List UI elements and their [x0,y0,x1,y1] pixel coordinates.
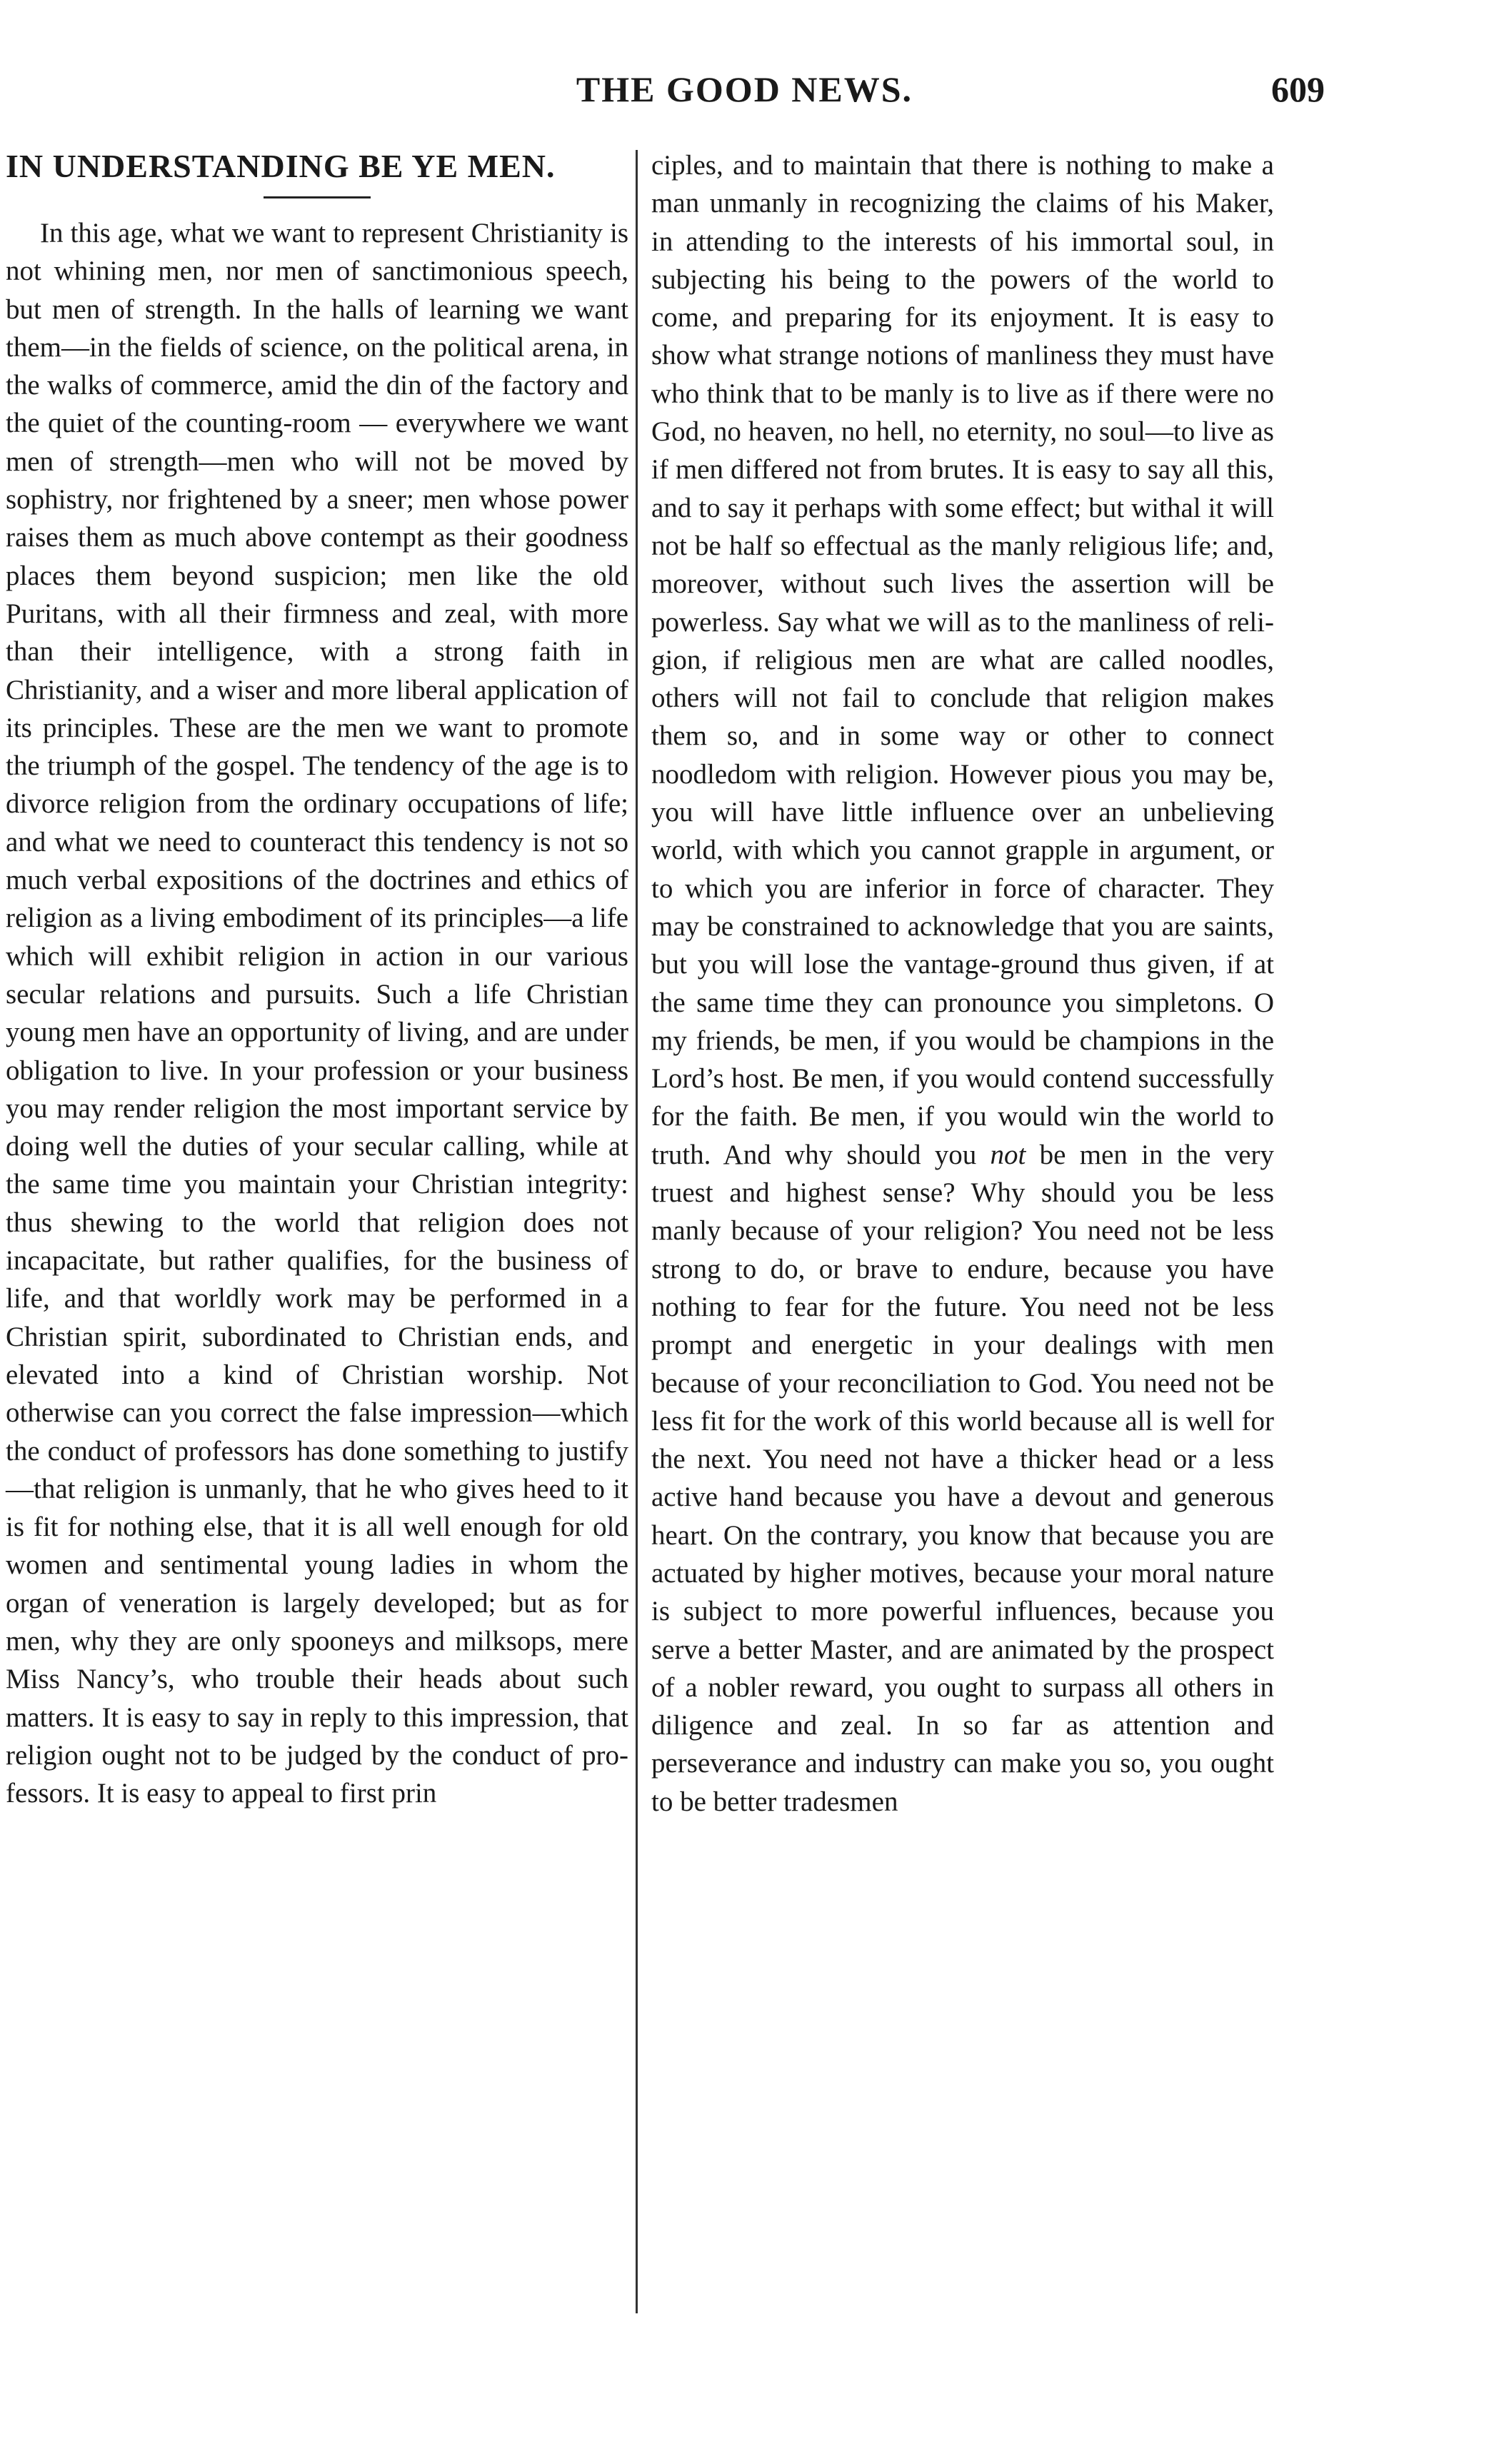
running-title: THE GOOD NEWS. [576,69,913,109]
paragraph-text-part: be men in the very truest and highest sense? Why should you be less manly because of your religion? You need not be less strong to do, or brave to endure, because you have nothing to fear for the future. You need not be less prompt and energetic in your dealings with men because of your reconciliation to God. You need not be less fit for the work of this world because all is well for the next. You need not have a thicker head or a less active hand because you have a devout and generous heart. On the contrary, you know that because you are actuated by higher motives, because your moral nature is subject to more powerful influences, because you serve a better Master, and are animated by the prospect of a nobler reward, you ought to surpass all others in diligence and zeal. In so far as attention and perseverance and industry can make you so, you ought to be better tradesmen [651,1139,1274,1817]
right-column [651,146,1274,1821]
running-head [0,69,1489,133]
article-heading: IN UNDERSTANDING BE YE MEN. [6,148,556,184]
column-divider [636,150,638,2313]
heading-rule [264,196,371,198]
article-paragraph-left: In this age, what we want to represent Christianity is not whining men, nor men of sanctimonious speech, but men of strength. In the halls of learning we want them—in the fields of science, on the political arena, in the walks of commerce, amid the din of the factory and the quiet of the counting-room — everywhere we want men of strength—men who will not be moved by sophistry, nor frightened by a sneer; men whose power raises them as much above contempt as their goodness places them beyond suspicion; men like the old Puritans, with all their firmness and zeal, with more than their intelligence, with a strong faith in Christianity, and a wiser and more liberal application of its principles. These are the men we want to promote the triumph of the gospel. The tendency of the age is to divorce religion from the ordinary occupations of life; and what we need to counteract this tendency is not so much verbal expositions of the doctrines and ethics of religion as a living embodiment of its principles—a life which will exhibit religion in action in our various secular relations and pursuits. Such a life Christian young men have an opportunity of living, and are under obligation to live. In your profession or your business you may render religion the most important service by doing well the duties of your secular calling, while at the same time you maintain your Christian integrity: thus shewing to the world that religion does not incapacitate, but rather qualifies, for the business of life, and that worldly work may be performed in a Christian spirit, subordinated to Christian ends, and elevated into a kind of Christian worship. Not otherwise can you correct the false impression—which the conduct of professors has done something to justify—that religion is unmanly, that he who gives heed to it is fit for nothing else, that it is all well enough for old women and sentimental young ladies in whom the organ of veneration is largely developed; but as for men, why they are only spooneys and milksops, mere Miss Nancy’s, who trouble their heads about such matters. It is easy to say in reply to this impression, that religion ought not to be judged by the conduct of professors. It is easy to appeal to first prin [6,218,628,1809]
page-number: 609 [1271,69,1325,109]
left-column [6,146,628,1812]
paragraph-text-part: ciples, and to maintain that there is nothing to make a man unmanly in recognizing the claims of his Maker, in attending to the interests of his immortal soul, in subjecting his being to the powers of the world to come, and preparing for its enjoyment. It is easy to show what strange notions of manliness they must have who think that to be manly is to live as if there were no God, no heaven, no hell, no eternity, no soul—to live as if men differed not from brutes. It is easy to say all this, and to say it perhaps with some effect; but withal it will not be half so effectual as the manly religious life; and, moreover, without such lives the assertion will be powerless. Say what we will as to the manliness of religion, if religious men are what are called noodles, others will not fail to conclude that religion makes them so, and in some way or other to connect noodledom with religion. However pious you may be, you will have little influence over an unbelieving world, with which you cannot grapple in argument, or to which you are inferior in force of character. They may be constrained to acknowledge that you are saints, but you will lose the vantage-ground thus given, if at the same time they can pronounce you simpletons. O my friends, be men, if you would be champions in the Lord’s host. Be men, if you would contend successfully for the faith. Be men, if you would win the world to truth. And why should you [651,150,1274,1170]
emphasized-word: not [990,1139,1026,1170]
article-paragraph-right [651,146,1274,1821]
